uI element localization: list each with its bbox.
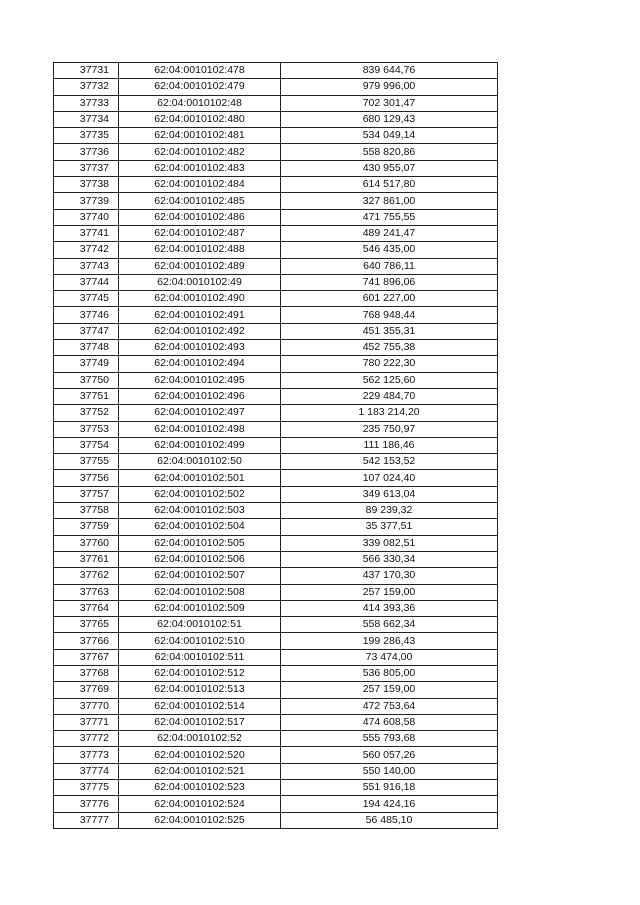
- cadastral-value-cell: 430 955,07: [281, 160, 498, 176]
- cadastral-number-cell: 62:04:0010102:480: [119, 111, 281, 127]
- table-row: [54, 111, 498, 127]
- cadastral-number-cell: 62:04:0010102:496: [119, 388, 281, 404]
- row-number-cell: 37739: [54, 193, 119, 209]
- cadastral-number-cell: 62:04:0010102:484: [119, 177, 281, 193]
- cadastral-value-cell: 339 082,51: [281, 535, 498, 551]
- cadastral-value-cell: 741 896,06: [281, 274, 498, 290]
- cadastral-number-cell: 62:04:0010102:512: [119, 665, 281, 681]
- cadastral-number-cell: 62:04:0010102:497: [119, 405, 281, 421]
- cadastral-number-cell: 62:04:0010102:50: [119, 454, 281, 470]
- cadastral-value-cell: 780 222,30: [281, 356, 498, 372]
- cadastral-number-cell: 62:04:0010102:510: [119, 633, 281, 649]
- cadastral-number-cell: 62:04:0010102:481: [119, 128, 281, 144]
- row-number-cell: 37765: [54, 617, 119, 633]
- cadastral-value-cell: 414 393,36: [281, 600, 498, 616]
- row-number-cell: 37774: [54, 763, 119, 779]
- cadastral-value-cell: 546 435,00: [281, 242, 498, 258]
- cadastral-number-cell: 62:04:0010102:52: [119, 731, 281, 747]
- row-number-cell: 37759: [54, 519, 119, 535]
- table-row: [54, 209, 498, 225]
- cadastral-number-cell: 62:04:0010102:485: [119, 193, 281, 209]
- cadastral-number-cell: 62:04:0010102:483: [119, 160, 281, 176]
- cadastral-number-cell: 62:04:0010102:507: [119, 568, 281, 584]
- row-number-cell: 37760: [54, 535, 119, 551]
- cadastral-value-cell: 111 186,46: [281, 437, 498, 453]
- table-row: [54, 388, 498, 404]
- cadastral-value-cell: 327 861,00: [281, 193, 498, 209]
- row-number-cell: 37753: [54, 421, 119, 437]
- row-number-cell: 37742: [54, 242, 119, 258]
- row-number-cell: 37741: [54, 225, 119, 241]
- table-row: [54, 535, 498, 551]
- cadastral-value-cell: 229 484,70: [281, 388, 498, 404]
- table-row: [54, 242, 498, 258]
- row-number-cell: 37762: [54, 568, 119, 584]
- cadastral-number-cell: 62:04:0010102:514: [119, 698, 281, 714]
- row-number-cell: 37740: [54, 209, 119, 225]
- table-body: [54, 63, 498, 829]
- cadastral-number-cell: 62:04:0010102:482: [119, 144, 281, 160]
- row-number-cell: 37763: [54, 584, 119, 600]
- table-row: [54, 698, 498, 714]
- cadastral-value-cell: 562 125,60: [281, 372, 498, 388]
- cadastral-number-cell: 62:04:0010102:521: [119, 763, 281, 779]
- row-number-cell: 37745: [54, 291, 119, 307]
- table-row: [54, 437, 498, 453]
- table-row: [54, 274, 498, 290]
- cadastral-number-cell: 62:04:0010102:498: [119, 421, 281, 437]
- cadastral-value-table: [53, 62, 498, 829]
- row-number-cell: 37768: [54, 665, 119, 681]
- row-number-cell: 37746: [54, 307, 119, 323]
- table-row: [54, 144, 498, 160]
- table-row: [54, 372, 498, 388]
- cadastral-value-cell: 452 755,38: [281, 340, 498, 356]
- cadastral-number-cell: 62:04:0010102:494: [119, 356, 281, 372]
- table-row: [54, 225, 498, 241]
- row-number-cell: 37751: [54, 388, 119, 404]
- cadastral-value-cell: 257 159,00: [281, 682, 498, 698]
- row-number-cell: 37764: [54, 600, 119, 616]
- cadastral-number-cell: 62:04:0010102:505: [119, 535, 281, 551]
- table-row: [54, 128, 498, 144]
- table-row: [54, 95, 498, 111]
- cadastral-value-cell: 551 916,18: [281, 780, 498, 796]
- row-number-cell: 37736: [54, 144, 119, 160]
- table-row: [54, 649, 498, 665]
- row-number-cell: 37757: [54, 486, 119, 502]
- cadastral-number-cell: 62:04:0010102:504: [119, 519, 281, 535]
- row-number-cell: 37766: [54, 633, 119, 649]
- cadastral-number-cell: 62:04:0010102:478: [119, 63, 281, 79]
- cadastral-value-cell: 194 424,16: [281, 796, 498, 812]
- table-row: [54, 780, 498, 796]
- cadastral-number-cell: 62:04:0010102:495: [119, 372, 281, 388]
- cadastral-number-cell: 62:04:0010102:486: [119, 209, 281, 225]
- cadastral-number-cell: 62:04:0010102:489: [119, 258, 281, 274]
- cadastral-value-cell: 199 286,43: [281, 633, 498, 649]
- cadastral-value-cell: 555 793,68: [281, 731, 498, 747]
- cadastral-value-cell: 550 140,00: [281, 763, 498, 779]
- table-row: [54, 551, 498, 567]
- table-row: [54, 193, 498, 209]
- cadastral-number-cell: 62:04:0010102:488: [119, 242, 281, 258]
- cadastral-value-cell: 640 786,11: [281, 258, 498, 274]
- cadastral-number-cell: 62:04:0010102:487: [119, 225, 281, 241]
- cadastral-number-cell: 62:04:0010102:49: [119, 274, 281, 290]
- cadastral-number-cell: 62:04:0010102:513: [119, 682, 281, 698]
- cadastral-value-cell: 451 355,31: [281, 323, 498, 339]
- cadastral-number-cell: 62:04:0010102:502: [119, 486, 281, 502]
- table-row: [54, 79, 498, 95]
- row-number-cell: 37755: [54, 454, 119, 470]
- table-row: [54, 682, 498, 698]
- row-number-cell: 37754: [54, 437, 119, 453]
- cadastral-value-cell: 542 153,52: [281, 454, 498, 470]
- row-number-cell: 37756: [54, 470, 119, 486]
- cadastral-number-cell: 62:04:0010102:511: [119, 649, 281, 665]
- cadastral-value-cell: 768 948,44: [281, 307, 498, 323]
- cadastral-value-cell: 235 750,97: [281, 421, 498, 437]
- table-row: [54, 519, 498, 535]
- table-row: [54, 421, 498, 437]
- cadastral-number-cell: 62:04:0010102:491: [119, 307, 281, 323]
- cadastral-value-cell: 56 485,10: [281, 812, 498, 828]
- row-number-cell: 37748: [54, 340, 119, 356]
- row-number-cell: 37752: [54, 405, 119, 421]
- row-number-cell: 37773: [54, 747, 119, 763]
- cadastral-number-cell: 62:04:0010102:508: [119, 584, 281, 600]
- table-row: [54, 584, 498, 600]
- cadastral-number-cell: 62:04:0010102:506: [119, 551, 281, 567]
- cadastral-value-cell: 471 755,55: [281, 209, 498, 225]
- cadastral-value-cell: 489 241,47: [281, 225, 498, 241]
- row-number-cell: 37772: [54, 731, 119, 747]
- cadastral-number-cell: 62:04:0010102:520: [119, 747, 281, 763]
- row-number-cell: 37761: [54, 551, 119, 567]
- table-row: [54, 486, 498, 502]
- table-row: [54, 747, 498, 763]
- cadastral-number-cell: 62:04:0010102:479: [119, 79, 281, 95]
- cadastral-value-cell: 839 644,76: [281, 63, 498, 79]
- cadastral-value-cell: 107 024,40: [281, 470, 498, 486]
- table-row: [54, 470, 498, 486]
- cadastral-value-cell: 680 129,43: [281, 111, 498, 127]
- cadastral-value-cell: 437 170,30: [281, 568, 498, 584]
- table-row: [54, 633, 498, 649]
- cadastral-value-cell: 1 183 214,20: [281, 405, 498, 421]
- table-row: [54, 763, 498, 779]
- table-row: [54, 291, 498, 307]
- cadastral-value-cell: 601 227,00: [281, 291, 498, 307]
- row-number-cell: 37777: [54, 812, 119, 828]
- table-row: [54, 454, 498, 470]
- cadastral-number-cell: 62:04:0010102:509: [119, 600, 281, 616]
- table-row: [54, 665, 498, 681]
- table-row: [54, 323, 498, 339]
- cadastral-number-cell: 62:04:0010102:51: [119, 617, 281, 633]
- cadastral-value-cell: 558 662,34: [281, 617, 498, 633]
- table-row: [54, 356, 498, 372]
- cadastral-value-cell: 536 805,00: [281, 665, 498, 681]
- row-number-cell: 37737: [54, 160, 119, 176]
- cadastral-value-cell: 702 301,47: [281, 95, 498, 111]
- row-number-cell: 37738: [54, 177, 119, 193]
- table-row: [54, 503, 498, 519]
- cadastral-number-cell: 62:04:0010102:523: [119, 780, 281, 796]
- row-number-cell: 37767: [54, 649, 119, 665]
- row-number-cell: 37775: [54, 780, 119, 796]
- row-number-cell: 37735: [54, 128, 119, 144]
- row-number-cell: 37732: [54, 79, 119, 95]
- cadastral-value-cell: 560 057,26: [281, 747, 498, 763]
- cadastral-number-cell: 62:04:0010102:524: [119, 796, 281, 812]
- row-number-cell: 37749: [54, 356, 119, 372]
- table-row: [54, 258, 498, 274]
- table-row: [54, 63, 498, 79]
- table-row: [54, 160, 498, 176]
- cadastral-value-cell: 474 608,58: [281, 714, 498, 730]
- cadastral-value-cell: 35 377,51: [281, 519, 498, 535]
- cadastral-value-cell: 257 159,00: [281, 584, 498, 600]
- cadastral-value-cell: 558 820,86: [281, 144, 498, 160]
- table-row: [54, 617, 498, 633]
- table-row: [54, 177, 498, 193]
- row-number-cell: 37770: [54, 698, 119, 714]
- cadastral-number-cell: 62:04:0010102:499: [119, 437, 281, 453]
- table-row: [54, 600, 498, 616]
- row-number-cell: 37744: [54, 274, 119, 290]
- cadastral-value-cell: 73 474,00: [281, 649, 498, 665]
- table-row: [54, 731, 498, 747]
- row-number-cell: 37771: [54, 714, 119, 730]
- cadastral-number-cell: 62:04:0010102:517: [119, 714, 281, 730]
- table-row: [54, 405, 498, 421]
- row-number-cell: 37758: [54, 503, 119, 519]
- cadastral-value-cell: 979 996,00: [281, 79, 498, 95]
- cadastral-value-cell: 534 049,14: [281, 128, 498, 144]
- table-row: [54, 340, 498, 356]
- cadastral-number-cell: 62:04:0010102:492: [119, 323, 281, 339]
- row-number-cell: 37733: [54, 95, 119, 111]
- cadastral-value-cell: 349 613,04: [281, 486, 498, 502]
- cadastral-number-cell: 62:04:0010102:525: [119, 812, 281, 828]
- cadastral-value-cell: 472 753,64: [281, 698, 498, 714]
- cadastral-number-cell: 62:04:0010102:490: [119, 291, 281, 307]
- row-number-cell: 37769: [54, 682, 119, 698]
- cadastral-value-cell: 89 239,32: [281, 503, 498, 519]
- row-number-cell: 37734: [54, 111, 119, 127]
- table-row: [54, 568, 498, 584]
- row-number-cell: 37776: [54, 796, 119, 812]
- row-number-cell: 37747: [54, 323, 119, 339]
- table-row: [54, 307, 498, 323]
- table-row: [54, 812, 498, 828]
- row-number-cell: 37731: [54, 63, 119, 79]
- cadastral-value-cell: 566 330,34: [281, 551, 498, 567]
- cadastral-number-cell: 62:04:0010102:503: [119, 503, 281, 519]
- row-number-cell: 37743: [54, 258, 119, 274]
- cadastral-number-cell: 62:04:0010102:493: [119, 340, 281, 356]
- table-row: [54, 714, 498, 730]
- cadastral-number-cell: 62:04:0010102:501: [119, 470, 281, 486]
- cadastral-number-cell: 62:04:0010102:48: [119, 95, 281, 111]
- row-number-cell: 37750: [54, 372, 119, 388]
- table-row: [54, 796, 498, 812]
- cadastral-value-cell: 614 517,80: [281, 177, 498, 193]
